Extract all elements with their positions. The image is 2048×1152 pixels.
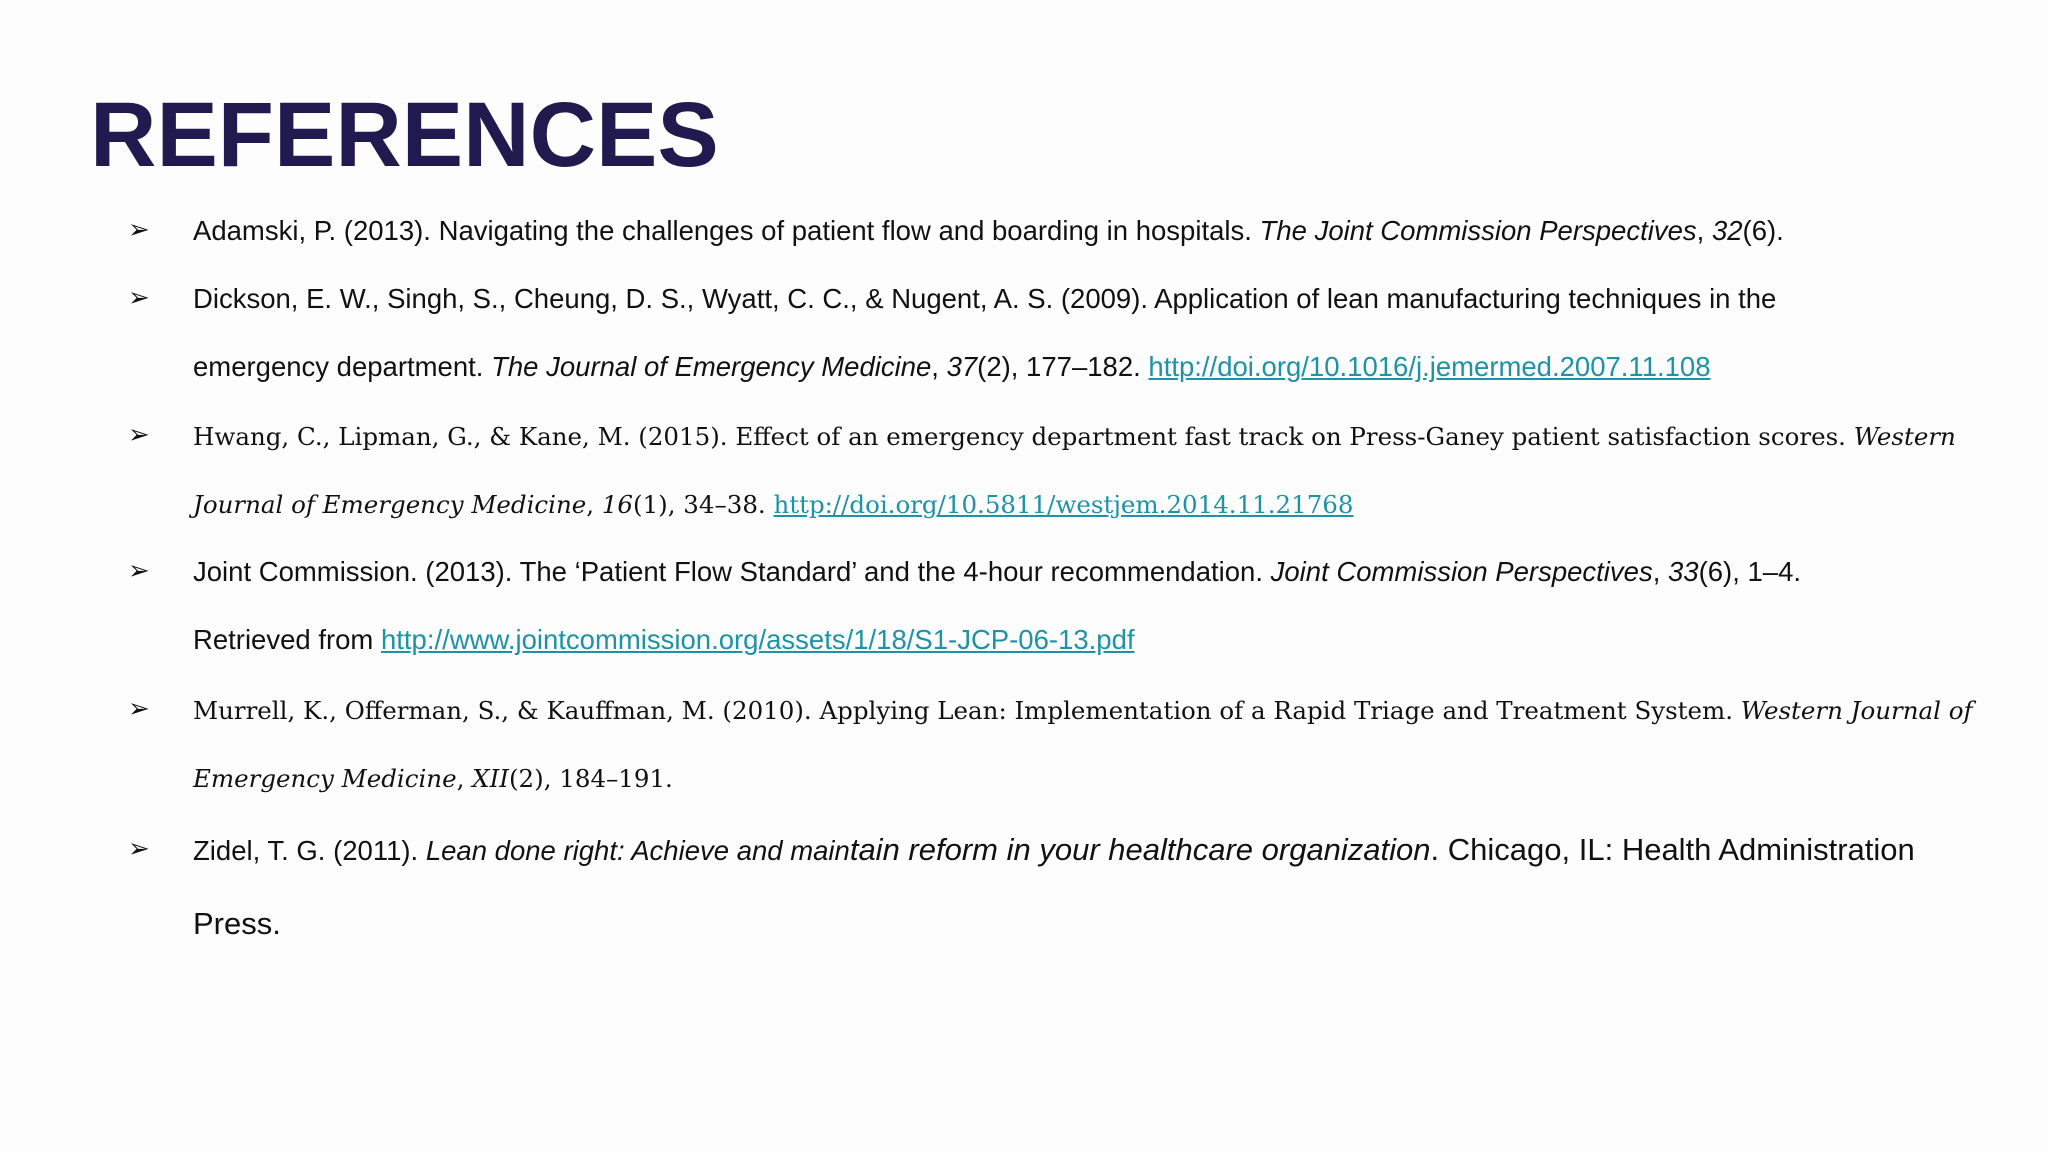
doi-link[interactable]: http://doi.org/10.1016/j.jemermed.2007.11.108	[1148, 351, 1711, 382]
journal-title: The Joint Commission Perspectives	[1259, 215, 1697, 246]
reference-text: ,	[586, 490, 602, 519]
arrow-bullet-icon: ➢	[128, 215, 150, 245]
reference-text: Retrieved from	[193, 624, 381, 655]
reference-line	[193, 696, 1973, 725]
volume-number: 32	[1711, 215, 1743, 246]
reference-line	[193, 215, 1784, 247]
reference-text: Adamski, P. (2013). Navigating the challenges of patient flow and boarding in hospitals.	[193, 215, 1260, 246]
arrow-bullet-icon: ➢	[128, 420, 150, 450]
arrow-bullet-icon: ➢	[128, 694, 150, 724]
reference-line	[193, 624, 1135, 656]
url-link[interactable]: http://www.jointcommission.org/assets/1/18/S1-JCP-06-13.pdf	[380, 624, 1135, 655]
arrow-bullet-icon: ➢	[128, 834, 150, 864]
book-title: tain reform in your healthcare organization	[849, 832, 1431, 867]
reference-line	[193, 906, 281, 942]
reference-text: Dickson, E. W., Singh, S., Cheung, D. S., Wyatt, C. C., & Nugent, A. S. (2009). Application of lean manufacturing techniques in the	[193, 283, 1777, 314]
reference-line	[193, 283, 1776, 315]
arrow-bullet-icon: ➢	[128, 283, 150, 313]
reference-text: emergency department.	[193, 351, 492, 382]
book-title: Lean done right: Achieve and main	[425, 835, 850, 866]
reference-text: (2), 184–191.	[508, 764, 673, 793]
reference-text: Joint Commission. (2013). The ‘Patient Flow Standard’ and the 4-hour recommendation.	[193, 556, 1271, 587]
reference-text: (2), 177–182.	[977, 351, 1149, 382]
reference-line	[193, 422, 1956, 451]
doi-link[interactable]: http://doi.org/10.5811/westjem.2014.11.21768	[773, 490, 1354, 519]
page-title: REFERENCES	[90, 84, 719, 186]
reference-line	[193, 832, 1915, 868]
reference-text: Murrell, K., Offerman, S., & Kauffman, M. (2010). Applying Lean: Implementation of a Rapid Triage and Treatment System.	[193, 696, 1741, 725]
reference-line	[193, 556, 1801, 588]
reference-line	[193, 351, 1711, 383]
journal-title: The Journal of Emergency Medicine	[491, 351, 932, 382]
reference-text: ,	[1696, 215, 1712, 246]
volume-number: XII	[472, 764, 509, 793]
reference-text: . Chicago, IL: Health Administration	[1430, 832, 1915, 867]
journal-title: Joint Commission Perspectives	[1270, 556, 1653, 587]
reference-text: ,	[1652, 556, 1668, 587]
volume-number: 16	[601, 490, 634, 519]
reference-text: (1), 34–38.	[633, 490, 774, 519]
journal-title: Western Journal of	[1740, 696, 1973, 725]
reference-text: Press.	[193, 906, 281, 941]
reference-text: Hwang, C., Lipman, G., & Kane, M. (2015). Effect of an emergency department fast track on Press-Ganey patient satisfaction scores.	[193, 422, 1854, 451]
arrow-bullet-icon: ➢	[128, 556, 150, 586]
volume-number: 37	[946, 351, 978, 382]
reference-line	[193, 490, 1354, 519]
reference-text: Zidel, T. G. (2011).	[193, 835, 426, 866]
journal-title: Emergency Medicine	[193, 764, 457, 793]
volume-number: 33	[1668, 556, 1699, 587]
reference-text: ,	[931, 351, 947, 382]
journal-title: Western	[1853, 422, 1956, 451]
journal-title: Journal of Emergency Medicine	[193, 490, 587, 519]
reference-text: ,	[456, 764, 473, 793]
reference-line	[193, 764, 673, 793]
reference-text: (6).	[1742, 215, 1784, 246]
reference-text: (6), 1–4.	[1698, 556, 1802, 587]
